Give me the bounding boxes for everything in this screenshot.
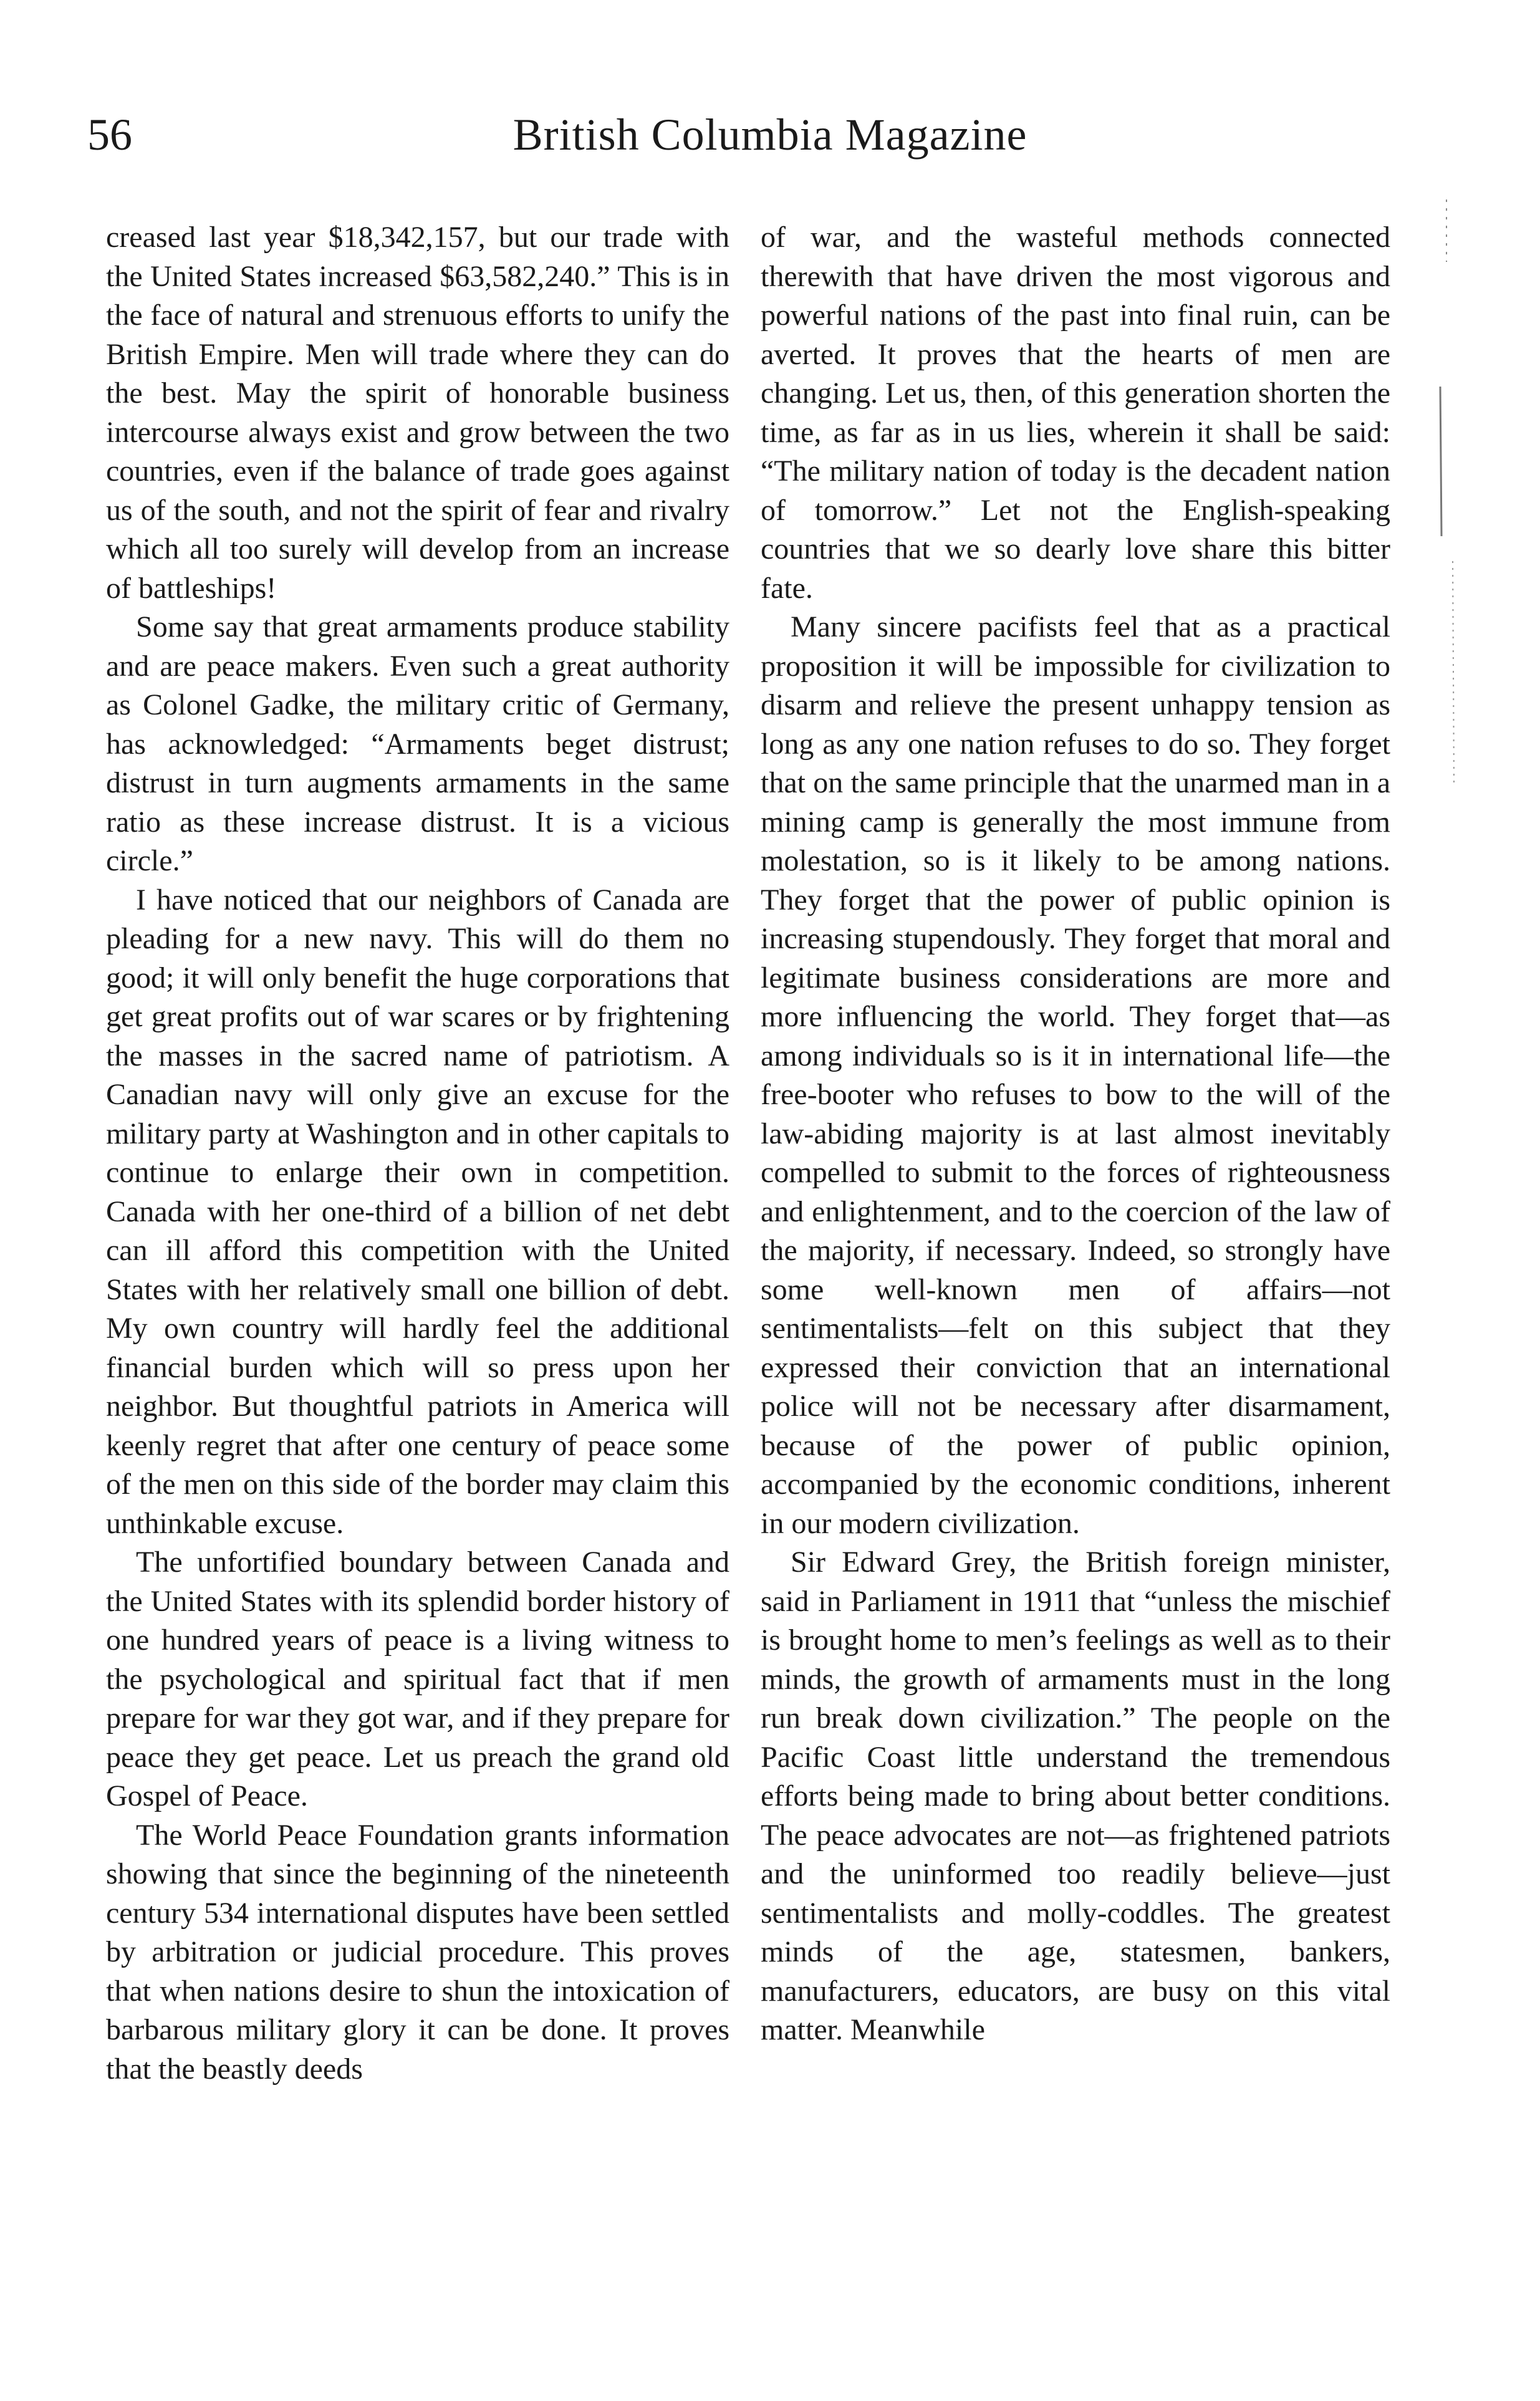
paragraph: Sir Edward Grey, the British foreign minister, said in Parliament in 1911 that “unless the mischief is brought home to men’s feelings as well as to their minds, the growth of armaments must in the long run break down civilization.” The people on the Pacific Coast little understand the tremendous efforts being made to bring about better conditions. The peace advocates are not—as frightened patriots and the uninformed too readily believe—just sentimentalists and molly-coddles. The greatest minds of the age, statesmen, bankers, manufacturers, educators, are busy on this vital matter. Meanwhile: [761, 1546, 1390, 2046]
paragraph: Some say that great armaments produce stability and are peace makers. Even such a great authority as Colonel Gadke, the military critic of Germany, has acknowledged: “Armaments beget distrust; distrust in turn augments armaments in the same ratio as these increase distrust. It is a vicious circle.”: [106, 610, 729, 877]
paragraph: The unfortified boundary between Canada and the United States with its splendid border history of one hundred years of peace is a living witness to the psychological and spiritual fact that if men prepare for war they got war, and if they prepare for peace they get peace. Let us preach the grand old Gospel of Peace.: [106, 1546, 729, 1812]
right-column: [761, 218, 1390, 2050]
paragraph: The World Peace Foundation grants information showing that since the beginning of the nineteenth century 534 international disputes have been settled by arbitration or judicial procedure. This proves that when nations desire to shun the intoxication of barbarous military glory it can be done. It proves that the beastly deeds: [106, 1818, 729, 2086]
paragraph: Many sincere pacifists feel that as a practical proposition it will be impossible for civilization to disarm and relieve the present unhappy tension as long as any one nation refuses to do so. They forget that on the same principle that the unarmed man in a mining camp is generally the most immune from molestation, so is it likely to be among nations. They forget that the power of public opinion is increasing stupendously. They forget that moral and legitimate business considerations are more and more influencing the world. They forget that—as among individuals so is it in international life—the free-booter who refuses to bow to the will of the law-abiding majority is at last almost inevitably compelled to submit to the forces of righteousness and enlightenment, and to the coercion of the law of the majority, if necessary. Indeed, so strongly have some well-known men of affairs—not sentimentalists—felt on this subject that they expressed their conviction that an international police will not be necessary after disarmament, because of the power of public opinion, accompanied by the economic conditions, inherent in our modern civilization.: [761, 610, 1390, 1540]
paragraph: creased last year $18,342,157, but our trade with the United States increased $63,582,240.” This is in the face of natural and strenuous efforts to unify the British Empire. Men will trade where they can do the best. May the spirit of honorable business intercourse always exist and grow between the two countries, even if the balance of trade goes against us of the south, and not the spirit of fear and rivalry which all too surely will develop from an increase of battleships!: [106, 221, 729, 605]
paragraph: I have noticed that our neighbors of Canada are pleading for a new navy. This will do them no good; it will only benefit the huge corporations that get great profits out of war scares or by frightening the masses in the sacred name of patriotism. A Canadian navy will only give an excuse for the military party at Washington and in other capitals to continue to enlarge their own in competition. Canada with her one-third of a billion of net debt can ill afford this competition with the United States with her relatively small one billion of debt. My own country will hardly feel the additional financial burden which will so press upon her neighbor. But thoughtful patriots in America will keenly regret that after one century of peace some of the men on this side of the border may claim this unthinkable excuse.: [106, 883, 729, 1540]
left-column: [106, 218, 729, 2089]
page-edge-speckle: [1428, 187, 1465, 811]
running-title: British Columbia Magazine: [513, 110, 1027, 160]
paragraph: of war, and the wasteful methods connected therewith that have driven the most vigorous and powerful nations of the past into final ruin, can be averted. It proves that the hearts of men are changing. Let us, then, of this generation shorten the time, as far as in us lies, wherein it shall be said: “The military nation of today is the decadent nation of tomorrow.” Let not the English-speaking countries that we so dearly love share this bitter fate.: [761, 221, 1390, 605]
page-number: 56: [87, 110, 132, 160]
